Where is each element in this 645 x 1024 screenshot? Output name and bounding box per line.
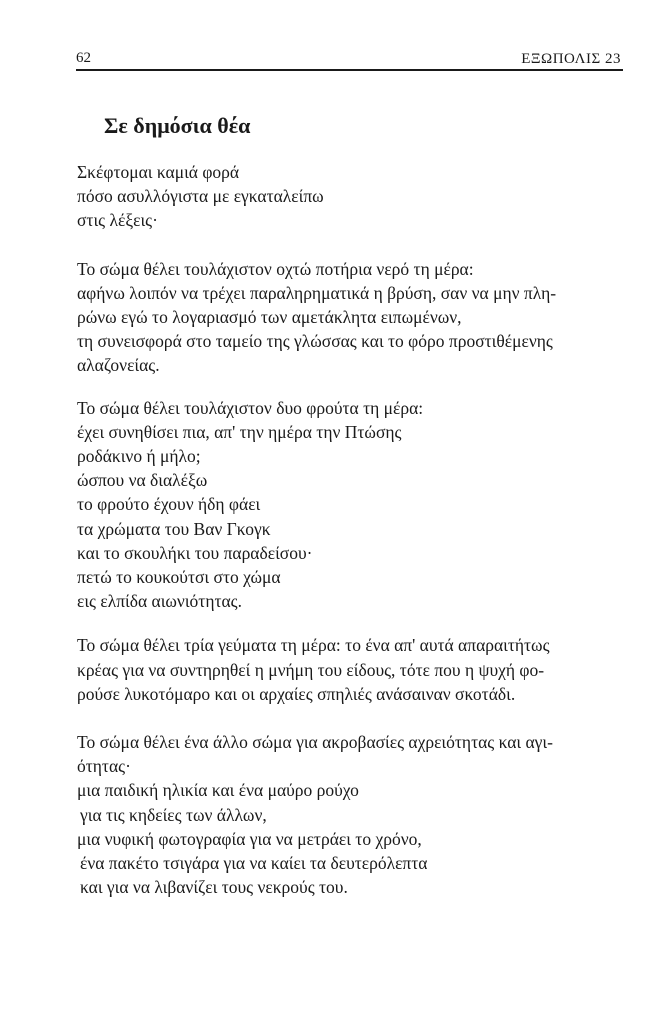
poem-line: ότητας· xyxy=(77,756,131,777)
poem-line: Το σώμα θέλει τουλάχιστον οχτώ ποτήρια νερό τη μέρα: xyxy=(77,258,474,279)
stanza xyxy=(77,633,622,706)
poem-line: για τις κηδείες των άλλων, xyxy=(80,804,267,825)
poem-line: Το σώμα θέλει τρία γεύματα τη μέρα: το ένα απ' αυτά απαραιτήτως xyxy=(77,635,550,656)
poem-line: κρέας για να συντηρηθεί η μνήμη του είδους, τότε που η ψυχή φο- xyxy=(77,659,545,680)
poem-line: ροδάκινο ή μήλο; xyxy=(77,446,201,467)
poem-line: το φρούτο έχουν ήδη φάει xyxy=(77,494,261,515)
poem-line: ρούσε λυκοτόμαρο και οι αρχαίες σπηλιές ανάσαιναν σκοτάδι. xyxy=(77,683,516,704)
poem-line: αφήνω λοιπόν να τρέχει παραληρηματικά η βρύση, σαν να μην πλη- xyxy=(77,282,557,303)
poem-body xyxy=(77,160,622,923)
poem-line: τη συνεισφορά στο ταμείο της γλώσσας και το φόρο προστιθέμενης xyxy=(77,331,553,352)
stanza xyxy=(77,396,622,614)
poem-line: Σκέφτομαι καμιά φορά xyxy=(77,162,240,182)
poem-title: Σε δημόσια θέα xyxy=(104,113,251,138)
header-rule xyxy=(76,69,623,71)
running-head: ΕΞΩΠΟΛΙΣ 23 xyxy=(521,51,621,67)
poem-line: ώσπου να διαλέξω xyxy=(77,470,208,491)
poem-line: έχει συνηθίσει πια, απ' την ημέρα την Πτώσης xyxy=(77,421,402,442)
poem-line: Το σώμα θέλει ένα άλλο σώμα για ακροβασίες αχρειότητας και αγι- xyxy=(77,732,553,753)
poem-line: Το σώμα θέλει τουλάχιστον δυο φρούτα τη μέρα: xyxy=(77,397,424,418)
poem-line: και το σκουλήκι του παραδείσου· xyxy=(77,542,313,563)
poem-line: ένα πακέτο τσιγάρα για να καίει τα δευτερόλεπτα xyxy=(80,853,428,874)
poem-line: μια νυφική φωτογραφία για να μετράει το χρόνο, xyxy=(77,828,422,849)
page-number: 62 xyxy=(76,50,91,66)
poem-line: και για να λιβανίζει τους νεκρούς του. xyxy=(80,877,348,898)
poem-line: μια παιδική ηλικία και ένα μαύρο ρούχο xyxy=(77,780,359,801)
stanza xyxy=(77,257,622,378)
poem-line: εις ελπίδα αιωνιότητας. xyxy=(77,591,242,612)
poem-line: στις λέξεις· xyxy=(77,210,158,231)
stanza xyxy=(77,160,622,233)
poem-line: πόσο ασυλλόγιστα με εγκαταλείπω xyxy=(77,186,324,207)
poem-line: αλαζονείας. xyxy=(77,355,160,376)
poem-line: ρώνω εγώ το λογαριασμό των αμετάκλητα ειπωμένων, xyxy=(77,307,462,328)
poem-line: πετώ το κουκούτσι στο χώμα xyxy=(77,567,281,588)
poem-line: τα χρώματα του Βαν Γκογκ xyxy=(77,518,271,539)
stanza xyxy=(77,730,622,899)
